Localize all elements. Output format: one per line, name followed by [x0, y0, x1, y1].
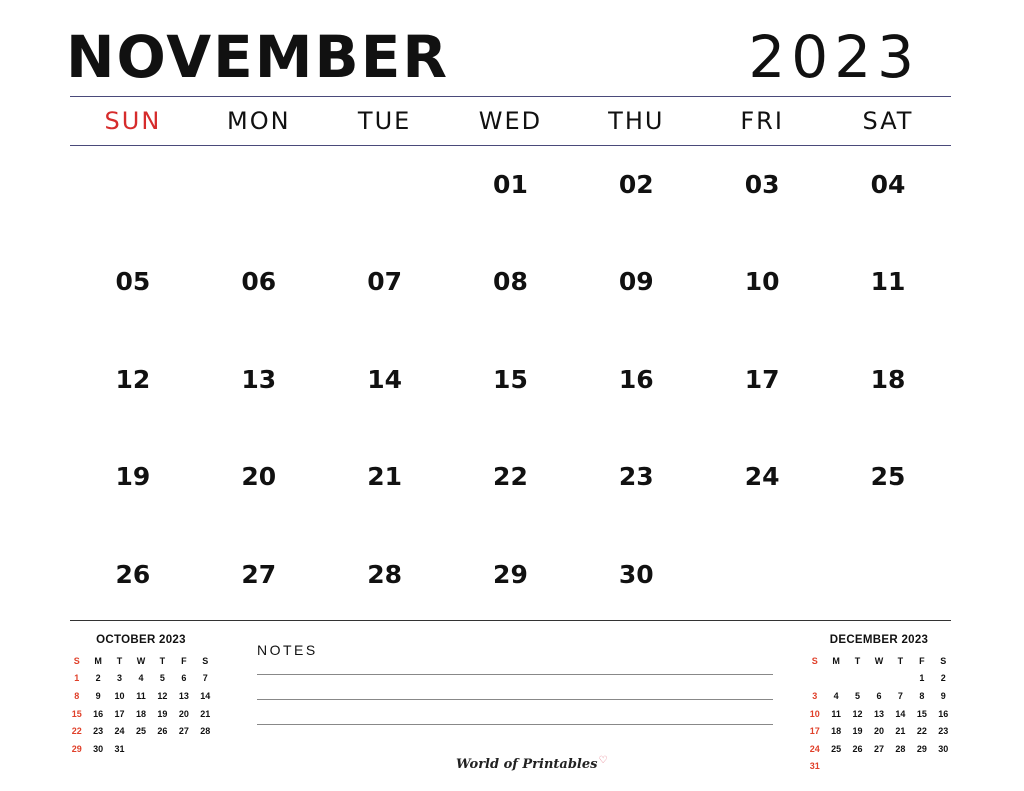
mini-day: 10 [114, 690, 125, 701]
mini-day [847, 670, 868, 688]
day-cell: 17 [744, 364, 780, 394]
mini-day: 3 [117, 673, 123, 684]
mini-day: 30 [938, 743, 949, 754]
day-cell: 13 [241, 364, 277, 394]
mini-day: 23 [93, 726, 104, 737]
week-row [70, 540, 951, 637]
mini-day: 14 [895, 708, 906, 719]
day-cell: 14 [367, 364, 402, 394]
mini-day: 27 [178, 726, 189, 737]
mini-day: 13 [178, 690, 189, 701]
mini-day: 9 [940, 690, 946, 701]
mini-day: 3 [812, 690, 818, 701]
day-cell: 19 [115, 462, 151, 492]
day-cell: 16 [618, 364, 654, 394]
mini-day: 7 [897, 690, 903, 701]
notes-line [257, 724, 773, 725]
day-cell: 24 [744, 462, 780, 492]
mini-day: 21 [895, 726, 906, 737]
heart-icon: ♡ [598, 755, 608, 766]
header-bottom-rule [70, 145, 951, 146]
mini-day: 5 [159, 673, 165, 684]
day-cell: 29 [493, 559, 528, 589]
mini-day: 24 [809, 743, 820, 754]
mini-day: 20 [873, 726, 884, 737]
day-cell [825, 540, 951, 637]
month-title: NOVEMBER [66, 23, 450, 91]
notes-line [257, 674, 773, 675]
mini-day [804, 670, 825, 688]
mini-day: 25 [135, 726, 146, 737]
mini-week-row [804, 705, 954, 723]
mini-day [825, 758, 846, 776]
day-cell: 18 [870, 364, 906, 394]
mini-day: 7 [202, 673, 208, 684]
grid-bottom-rule [70, 620, 951, 621]
mini-week-row [804, 670, 954, 688]
mini-day: 2 [95, 673, 101, 684]
mini-day: 19 [157, 708, 168, 719]
mini-day [847, 758, 868, 776]
mini-weekday: S [811, 655, 818, 666]
header-top-rule [70, 96, 951, 97]
mini-weekday: W [136, 655, 146, 666]
mini-week-row [66, 705, 216, 723]
mini-header-row [66, 652, 216, 670]
mini-day: 2 [940, 673, 946, 684]
mini-day: 4 [833, 690, 839, 701]
mini-day: 12 [157, 690, 168, 701]
mini-day: 16 [93, 708, 104, 719]
day-cell [196, 150, 322, 247]
mini-weekday: T [854, 655, 861, 666]
mini-weekday: W [874, 655, 884, 666]
mini-week-row [66, 722, 216, 740]
day-cell: 09 [618, 267, 654, 297]
mini-day: 14 [200, 690, 211, 701]
mini-day: 31 [114, 743, 125, 754]
mini-weekday: T [159, 655, 166, 666]
mini-day: 6 [181, 673, 187, 684]
day-cell: 30 [618, 559, 654, 589]
day-cell: 01 [493, 170, 528, 199]
mini-day [911, 758, 932, 776]
mini-week-row [804, 687, 954, 705]
mini-day: 17 [809, 726, 820, 737]
weekday-mon: MON [226, 107, 291, 135]
mini-calendar-table [804, 652, 954, 775]
mini-day: 21 [200, 708, 211, 719]
day-cell: 21 [367, 462, 402, 492]
mini-day: 26 [157, 726, 168, 737]
mini-weekday: S [202, 655, 209, 666]
weekday-header [70, 98, 951, 144]
day-cell: 02 [618, 170, 654, 199]
day-cell: 04 [870, 170, 906, 199]
mini-day: 1 [919, 673, 925, 684]
mini-day: 29 [916, 743, 927, 754]
mini-day [868, 670, 889, 688]
mini-day: 25 [831, 743, 842, 754]
month-grid [70, 150, 951, 637]
day-cell [699, 540, 825, 637]
brand-logo [456, 757, 607, 772]
weekday-tue: TUE [357, 107, 412, 135]
weekday-fri: FRI [740, 107, 784, 135]
mini-weekday: S [940, 655, 947, 666]
weekday-sun: SUN [104, 107, 162, 135]
mini-day: 11 [136, 690, 146, 701]
mini-day: 28 [200, 726, 211, 737]
notes-label: NOTES [257, 642, 318, 658]
mini-weekday: F [181, 655, 187, 666]
day-cell: 05 [115, 267, 151, 297]
day-cell: 07 [367, 267, 402, 297]
week-row [70, 442, 951, 539]
mini-weekday: T [116, 655, 123, 666]
mini-day: 9 [95, 690, 101, 701]
mini-calendar-prev [66, 634, 216, 758]
mini-calendar-title: OCTOBER 2023 [96, 634, 186, 646]
mini-day [890, 670, 911, 688]
mini-day: 15 [916, 708, 927, 719]
mini-day [825, 670, 846, 688]
day-cell: 15 [493, 364, 528, 394]
day-cell: 26 [115, 559, 151, 589]
day-cell: 12 [115, 364, 151, 394]
week-row [70, 247, 951, 344]
mini-header-row [804, 652, 954, 670]
mini-day [195, 740, 216, 758]
weekday-wed: WED [478, 107, 543, 135]
mini-day [933, 758, 954, 776]
mini-day: 23 [938, 726, 949, 737]
mini-weekday: M [94, 655, 102, 666]
week-row [70, 345, 951, 442]
mini-day: 5 [855, 690, 861, 701]
mini-day: 1 [74, 673, 80, 684]
day-cell: 20 [241, 462, 277, 492]
day-cell: 11 [870, 267, 906, 297]
mini-day: 4 [138, 673, 144, 684]
mini-day [890, 758, 911, 776]
brand-text: World of Printables [456, 757, 598, 772]
mini-day: 29 [71, 743, 82, 754]
mini-day: 20 [178, 708, 189, 719]
mini-weekday: F [919, 655, 925, 666]
mini-day: 18 [831, 726, 842, 737]
day-cell: 28 [367, 559, 402, 589]
mini-day: 30 [93, 743, 104, 754]
mini-week-row [804, 740, 954, 758]
mini-day: 26 [852, 743, 863, 754]
mini-week-row [66, 687, 216, 705]
day-cell: 23 [618, 462, 654, 492]
day-cell: 27 [241, 559, 277, 589]
mini-day [173, 740, 194, 758]
mini-week-row [66, 670, 216, 688]
mini-day: 31 [809, 761, 820, 772]
mini-day: 16 [938, 708, 949, 719]
mini-day: 22 [916, 726, 927, 737]
day-cell: 10 [744, 267, 780, 297]
mini-day: 28 [895, 743, 906, 754]
day-cell: 03 [744, 170, 780, 199]
mini-weekday: M [832, 655, 840, 666]
mini-day: 13 [873, 708, 884, 719]
mini-calendar-title: DECEMBER 2023 [829, 634, 929, 646]
year-title: 2023 [748, 23, 920, 91]
mini-calendar-table [66, 652, 216, 758]
day-cell: 22 [493, 462, 528, 492]
notes-line [257, 699, 773, 700]
week-row [70, 150, 951, 247]
mini-day: 11 [831, 708, 841, 719]
mini-week-row [804, 758, 954, 776]
day-cell: 25 [870, 462, 906, 492]
weekday-sat: SAT [862, 107, 914, 135]
mini-day: 27 [873, 743, 884, 754]
mini-week-row [804, 722, 954, 740]
mini-day [130, 740, 151, 758]
weekday-thu: THU [608, 107, 665, 135]
day-cell: 06 [241, 267, 277, 297]
mini-weekday: T [897, 655, 904, 666]
mini-day: 19 [852, 726, 863, 737]
mini-day: 18 [135, 708, 146, 719]
day-cell [70, 150, 196, 247]
mini-day: 15 [71, 708, 82, 719]
mini-weekday: S [73, 655, 80, 666]
day-cell: 08 [493, 267, 528, 297]
mini-day: 8 [74, 690, 80, 701]
mini-day [868, 758, 889, 776]
day-cell [322, 150, 448, 247]
mini-day: 17 [114, 708, 125, 719]
mini-day: 10 [809, 708, 820, 719]
mini-day: 6 [876, 690, 882, 701]
mini-day: 12 [852, 708, 863, 719]
mini-day: 8 [919, 690, 925, 701]
mini-calendar-next [804, 634, 954, 775]
mini-day: 24 [114, 726, 125, 737]
mini-week-row [66, 740, 216, 758]
mini-day [152, 740, 173, 758]
mini-day: 22 [71, 726, 82, 737]
